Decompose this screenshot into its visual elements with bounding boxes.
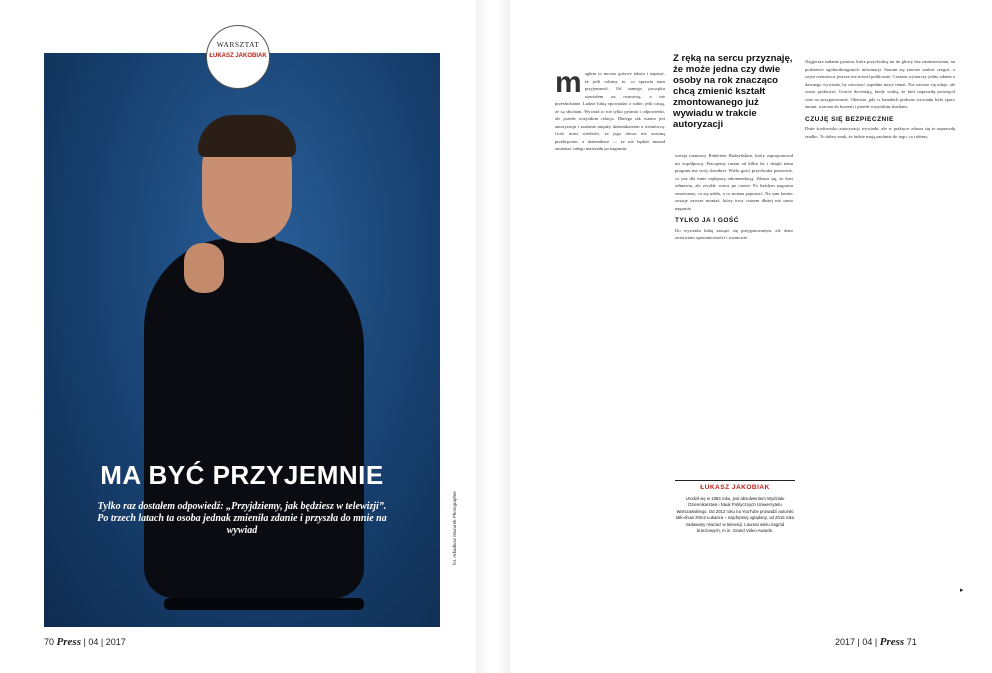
section-label: WARSZTAT — [216, 40, 260, 49]
col1-text: ogłem to mocno gotowe tekstu i napisać, że jeśli robimy to, co sprawia nam przyjemność. Od samego początku stawiałem na rozmowę, a nie przesłuchanie. Ludzie lubią opowiadać o sobie, jeśli czują, że są słuchani. Wywiad to nie tylko pytania i odpowiedzi, ale przede wszystkim relacja. Dlatego tak ważna jest autoryzacja i zaufanie między dziennikarzem a rozmówcą. Gość musi wiedzieć, że jego słowa nie zostaną przekręcone, a dziennikarz — że nie będzie musiał zmieniać całego materiału po nagraniu. — [555, 71, 665, 151]
article-lede: Tylko raz dostałem odpowiedź: „Przyjdziemy, jak będziesz w telewizji”. Po trzech latach ta osoba jednak zmieniła zdanie i przyszła do mnie na wywiad — [97, 501, 387, 536]
issue-right: 04 — [862, 637, 873, 647]
year-right: 2017 — [835, 637, 856, 647]
photo-credit: fot. Arkadiusz Mazurek Photographer — [452, 490, 457, 565]
subhead2-text: Duże środowisko autoryzacji wywiadu, ale w praktyce zdarza się to naprawdę rzadko. To dobry znak, że ludzie mają zaufanie do tego, co robimy. — [805, 126, 955, 139]
page-number-right: 71 — [906, 637, 917, 647]
continue-arrow-icon: ▸ — [960, 586, 964, 594]
bio-divider — [675, 480, 795, 481]
col2-text: wersja rozmowy Robertem Budzyńskim, który zaproponował mi współpracę. Pracujemy razem od kilku lat i dzięki temu program ma swój charakter. Wielu gości przychodzi ponownie, co jest dla mnie najlepszą rekomendacją. Zdarza się, że ktoś odmawia, ale zwykle wraca po czasie. Po każdym nagraniu omawiamy, co się udało, a co można poprawić. Na sam koniec zostaje zawsze montaż, który trwa czasem dłużej niż samo nagranie. — [675, 153, 793, 211]
subhead-feel-safe: CZUJĘ SIĘ BEZPIECZNIE — [805, 115, 894, 123]
drop-initial: m — [555, 66, 582, 99]
subhead1-text: Do wywiadu lubię zasiąść się przygotowanym, ale dużo zostawiam spontaniczności i rozmowie. — [675, 227, 793, 240]
page-number-left: 70 — [44, 637, 55, 647]
right-col-3 — [805, 58, 955, 578]
left-page — [0, 0, 476, 673]
right-col-2 — [675, 152, 793, 472]
subhead-only-me-and-guest: TYLKO JA I GOŚĆ — [675, 217, 739, 224]
brand-right: Press — [879, 636, 905, 648]
right-col-1 — [555, 66, 665, 630]
section-author: ŁUKASZ JAKOBIAK — [209, 53, 267, 59]
author-bio — [675, 485, 795, 535]
left-folio: 70 Press | 04 | 2017 — [44, 636, 126, 648]
year-left: 2017 — [105, 637, 126, 647]
spine-gutter — [476, 0, 510, 673]
bio-text: Urodził się w 1983 roku, jest absolwentem Wydziału Dziennikarstwa i Nauk Politycznych Uniwersytetu Warszawskiego. Od 2012 roku na YouTube prowadzi autorski talk-show 20m2 Łukasza – najchętniej oglądany, od 2016 roku nadawany również w telewizji. Laureat wielu nagród branżowych, m.in. Grand Video Awards. — [675, 495, 795, 533]
right-folio: 2017 | 04 | Press 71 — [835, 636, 917, 648]
portrait-hand — [184, 243, 224, 293]
bio-name: ŁUKASZ JAKOBIAK — [700, 484, 770, 491]
article-headline: MA BYĆ PRZYJEMNIE — [100, 460, 384, 490]
brand-left: Press — [56, 636, 81, 648]
col3-text: Najgorsze zadanie pytania, które przychodzą mi do głowy bez zastanowienia, na podstawie ogólnodostępnych informacji. Staram się zawsze szukać czegoś, o czym rozmówca jeszcze nie mówił publicznie. Czasem wystarczy jedno zdanie z dawnego wywiadu, by otworzyć zupełnie nowy temat. Nie zawsze się udaje, ale warto próbować. Goście doceniają, kiedy widzą, że ktoś naprawdę poświęcił czas na przygotowanie. Obecnie, gdy w kanałach podczas wywiadu było sporo zmian, wracam do korzeni i przede wszystkim słucham. — [805, 59, 955, 109]
pull-quote: Z ręką na sercu przyznaję, że może jedna czy dwie osoby na rok znacząco chcą zmienić kształt zmontowanego już wywiadu w trakcie autoryzacji — [673, 53, 793, 130]
issue-left: 04 — [88, 637, 99, 647]
